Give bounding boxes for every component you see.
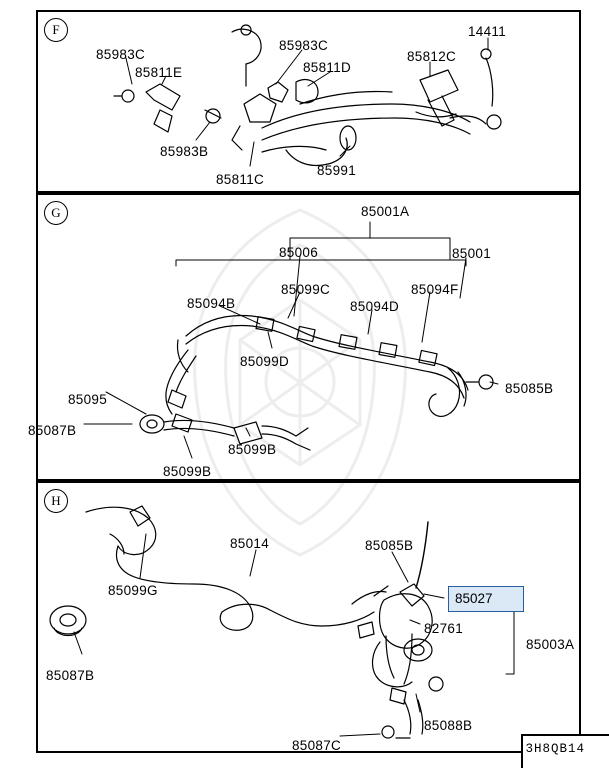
part-label-85099b-left: 85099B: [163, 464, 212, 479]
part-label-85812c: 85812C: [407, 49, 457, 64]
part-label-85811c: 85811C: [216, 172, 265, 187]
panel-letter-h: H: [44, 489, 68, 513]
part-label-85095: 85095: [68, 392, 108, 407]
part-label-85001: 85001: [452, 246, 492, 261]
part-label-14411: 14411: [468, 24, 507, 39]
part-label-85087b-g: 85087B: [28, 423, 77, 438]
part-label-85085b-h: 85085B: [365, 538, 414, 553]
part-label-85094f: 85094F: [411, 282, 459, 297]
part-label-85003a: 85003A: [526, 637, 575, 652]
part-label-85094d: 85094D: [350, 299, 400, 314]
part-label-85087c: 85087C: [292, 738, 342, 753]
part-label-85099c: 85099C: [281, 282, 331, 297]
part-label-85991: 85991: [317, 163, 357, 178]
part-label-85006: 85006: [279, 245, 319, 260]
part-label-85983b: 85983B: [160, 144, 209, 159]
panel-letter-f: F: [44, 18, 68, 42]
part-label-85099b-right: 85099B: [228, 442, 277, 457]
part-label-85014: 85014: [230, 536, 270, 551]
part-label-85085b-g: 85085B: [505, 381, 554, 396]
part-label-85001a: 85001A: [361, 204, 410, 219]
part-label-85811d: 85811D: [303, 60, 352, 75]
part-label-85099g: 85099G: [108, 583, 158, 598]
highlighted-part-label: 85027: [455, 591, 493, 606]
part-label-85099d: 85099D: [240, 354, 290, 369]
part-label-85094b: 85094B: [187, 296, 236, 311]
part-label-85088b: 85088B: [424, 718, 473, 733]
part-label-82761: 82761: [424, 621, 464, 636]
part-label-85087b-h: 85087B: [46, 668, 95, 683]
highlighted-part-85027[interactable]: [448, 586, 524, 612]
diagram-code: 3H8QB14: [525, 742, 585, 756]
part-label-85983c-mid: 85983C: [279, 38, 329, 53]
part-label-85811e: 85811E: [135, 65, 183, 80]
panel-letter-g: G: [44, 201, 68, 225]
panel-g: [36, 193, 581, 481]
part-label-85983c-top: 85983C: [96, 47, 146, 62]
panel-h: [36, 481, 581, 753]
